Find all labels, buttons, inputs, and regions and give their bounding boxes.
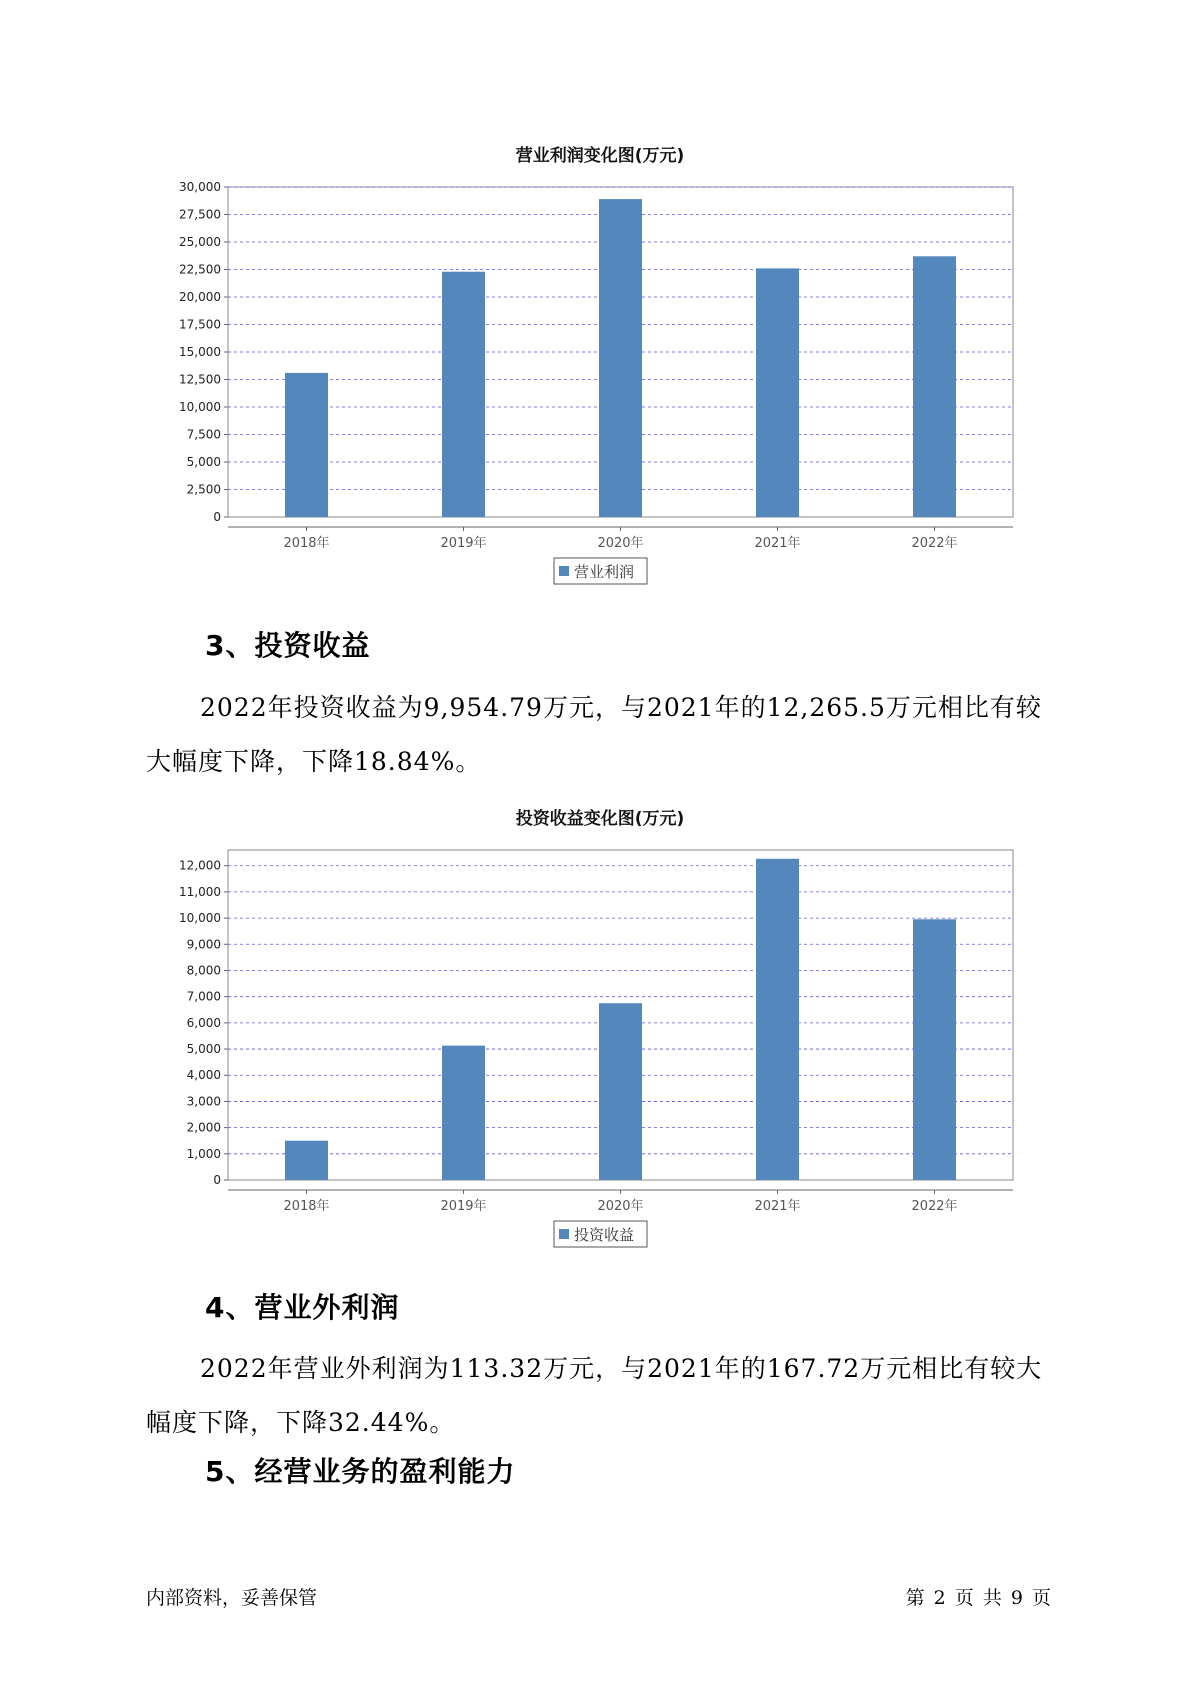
x-tick-label: 2018年 xyxy=(283,1199,330,1214)
y-tick-label: 9,000 xyxy=(186,937,221,952)
y-tick-label: 3,000 xyxy=(186,1094,221,1109)
chart-title: 营业利润变化图(万元) xyxy=(515,146,685,166)
legend-swatch xyxy=(559,566,569,576)
legend-swatch xyxy=(559,1229,569,1239)
y-tick-label: 7,500 xyxy=(186,427,221,442)
core-business-profitability-heading: 5、经营业务的盈利能力 xyxy=(205,1455,516,1488)
operating-profit-chart xyxy=(0,130,1191,600)
bar xyxy=(442,1046,485,1180)
y-tick-label: 6,000 xyxy=(186,1015,221,1030)
bar xyxy=(599,199,642,517)
bar xyxy=(599,1003,642,1180)
investment-income-chart-svg xyxy=(0,793,1191,1263)
chart-title: 投资收益变化图(万元) xyxy=(515,809,685,829)
bar xyxy=(285,373,328,517)
y-tick-label: 10,000 xyxy=(179,400,221,414)
y-tick-label: 2,000 xyxy=(186,1120,221,1135)
y-tick-label: 12,500 xyxy=(179,372,221,387)
x-tick-label: 2021年 xyxy=(754,536,801,551)
bar xyxy=(285,1141,328,1180)
legend xyxy=(554,558,647,584)
y-tick-label: 30,000 xyxy=(179,180,221,194)
y-tick-label: 7,000 xyxy=(186,989,221,1004)
bar xyxy=(756,268,799,517)
bar xyxy=(913,919,956,1180)
y-tick-label: 8,000 xyxy=(186,963,221,978)
investment-income-heading: 3、投资收益 xyxy=(205,629,371,662)
x-tick-label: 2021年 xyxy=(754,1199,801,1214)
y-tick-label: 22,500 xyxy=(179,262,221,277)
bar xyxy=(913,256,956,517)
non-operating-profit-heading: 4、营业外利润 xyxy=(205,1291,400,1324)
y-tick-label: 4,000 xyxy=(186,1068,221,1083)
y-tick-label: 20,000 xyxy=(179,290,221,304)
y-tick-label: 10,000 xyxy=(179,911,221,926)
y-tick-label: 11,000 xyxy=(179,884,221,899)
y-tick-label: 25,000 xyxy=(179,235,221,249)
x-tick-label: 2020年 xyxy=(597,1199,644,1214)
footer-confidential-note: 内部资料，妥善保管 xyxy=(146,1587,318,1609)
bar xyxy=(756,859,799,1180)
y-tick-label: 5,000 xyxy=(186,455,221,469)
legend-label: 投资收益 xyxy=(574,1226,635,1244)
footer-page-number: 第 2 页 共 9 页 xyxy=(905,1587,1051,1609)
x-tick-label: 2022年 xyxy=(911,536,958,551)
y-tick-label: 27,500 xyxy=(179,207,221,222)
y-tick-label: 2,500 xyxy=(186,482,221,497)
y-tick-label: 0 xyxy=(213,510,221,524)
legend-label: 营业利润 xyxy=(574,563,635,581)
y-tick-label: 15,000 xyxy=(179,345,221,359)
y-tick-label: 5,000 xyxy=(186,1042,221,1057)
legend xyxy=(554,1221,647,1247)
y-tick-label: 0 xyxy=(213,1173,221,1187)
x-tick-label: 2020年 xyxy=(597,536,644,551)
x-tick-label: 2022年 xyxy=(911,1199,958,1214)
investment-income-paragraph: 2022年投资收益为9,954.79万元，与2021年的12,265.5万元相比有较大幅度下降，下降18.84%。 xyxy=(146,693,1042,776)
bar xyxy=(442,272,485,517)
investment-income-chart xyxy=(0,793,1191,1263)
non-operating-profit-paragraph: 2022年营业外利润为113.32万元，与2021年的167.72万元相比有较大幅度下降，下降32.44%。 xyxy=(146,1354,1043,1437)
x-tick-label: 2019年 xyxy=(440,1199,487,1214)
x-tick-label: 2019年 xyxy=(440,536,487,551)
y-tick-label: 1,000 xyxy=(186,1146,221,1161)
y-tick-label: 17,500 xyxy=(179,317,221,332)
operating-profit-chart-svg xyxy=(0,130,1191,600)
x-tick-label: 2018年 xyxy=(283,536,330,551)
y-tick-label: 12,000 xyxy=(179,858,221,873)
